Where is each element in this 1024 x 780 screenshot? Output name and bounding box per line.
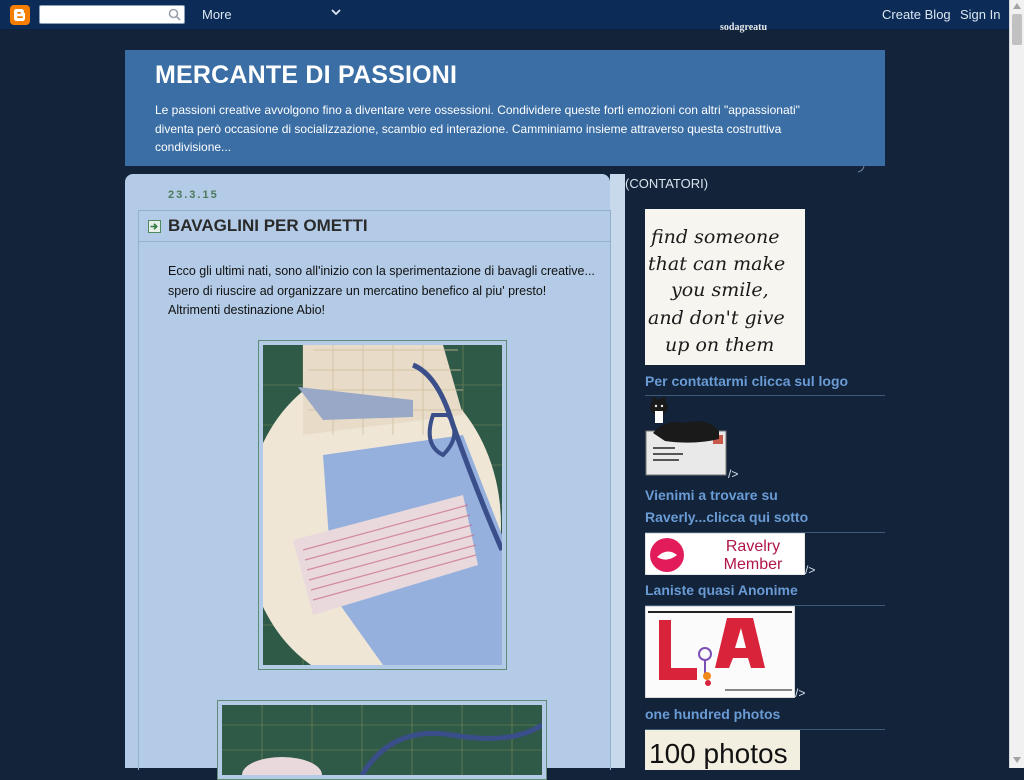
- quote-line-1: find someone: [651, 226, 780, 248]
- blog-description: Le passioni creative avvolgono fino a diventare vere ossessioni. Condividere queste forti emozioni con altri "appassionati" diventa però occasione di socializzazione, scambio ed interazione. Camminiamo insieme attraverso questa costruttiva condivisione...: [155, 103, 800, 154]
- photos-heading[interactable]: one hundred photos: [645, 706, 781, 722]
- slash-suffix-3: />: [795, 686, 806, 700]
- hundred-photos-badge[interactable]: [645, 730, 800, 770]
- create-blog-link[interactable]: Create Blog: [882, 7, 951, 22]
- ravelry-badge-line-1: Ravelry: [725, 538, 781, 555]
- header-strip-text: sodagreatu: [720, 22, 768, 33]
- bib-photo-image: [263, 345, 502, 665]
- ravelry-heading[interactable]: Vienimi a trovare su Raverly...clicca qui sotto: [645, 487, 809, 525]
- scroll-up-icon[interactable]: [1013, 3, 1021, 9]
- post-photo-1[interactable]: [258, 340, 507, 670]
- sign-in-link[interactable]: Sign In: [960, 7, 1001, 22]
- scrollbar-thumb[interactable]: [1012, 14, 1022, 45]
- slash-suffix-2: />: [805, 563, 816, 577]
- sidebar-divider: [645, 395, 885, 396]
- slash-suffix-1: />: [728, 467, 739, 481]
- quote-line-4: and don't give: [648, 307, 785, 329]
- blogger-logo-icon[interactable]: [10, 5, 30, 25]
- main-column-edge: [610, 174, 625, 768]
- more-menu-label[interactable]: More: [202, 7, 232, 22]
- blog-header: [125, 50, 885, 166]
- quote-line-5: up on them: [665, 334, 775, 356]
- bib-photo-image-2: [222, 705, 542, 775]
- arrow-right-icon: [148, 220, 161, 233]
- post-title[interactable]: BAVAGLINI PER OMETTI: [168, 216, 368, 235]
- post-body-text: Ecco gli ultimi nati, sono all'inizio con la sperimentazione di bavagli creative... spero di riuscire ad organizzare un mercatino benefico al piu' presto! Altrimenti destinazione Abio!: [168, 264, 595, 317]
- blogger-navbar: [0, 0, 1009, 30]
- post-photo-2[interactable]: [217, 700, 547, 780]
- contact-heading[interactable]: Per contattarmi clicca sul logo: [645, 373, 849, 389]
- page-scrollbar[interactable]: [1009, 0, 1024, 768]
- search-icon[interactable]: [168, 8, 181, 21]
- photos-badge-text: 100 photos: [649, 738, 788, 769]
- quote-line-2: that can make: [648, 253, 786, 275]
- quote-line-3: you smile,: [671, 279, 769, 301]
- counters-label: (CONTATORI): [625, 176, 709, 191]
- laniste-heading[interactable]: Laniste quasi Anonime: [645, 582, 798, 598]
- post-title-row: [138, 212, 611, 242]
- search-input[interactable]: [39, 5, 185, 24]
- header-corner-mark: [856, 164, 866, 174]
- blog-title[interactable]: MERCANTE DI PASSIONI: [155, 61, 458, 89]
- post-date: 23.3.15: [168, 189, 219, 201]
- ravelry-member-badge[interactable]: [645, 533, 805, 575]
- cat-logo-image[interactable]: [645, 397, 727, 477]
- ravelry-badge-line-2: Member: [723, 556, 783, 573]
- quote-image[interactable]: [645, 209, 805, 365]
- laniste-logo-image[interactable]: [645, 606, 795, 698]
- chevron-down-icon[interactable]: [331, 9, 341, 16]
- scroll-down-icon[interactable]: [1013, 757, 1021, 763]
